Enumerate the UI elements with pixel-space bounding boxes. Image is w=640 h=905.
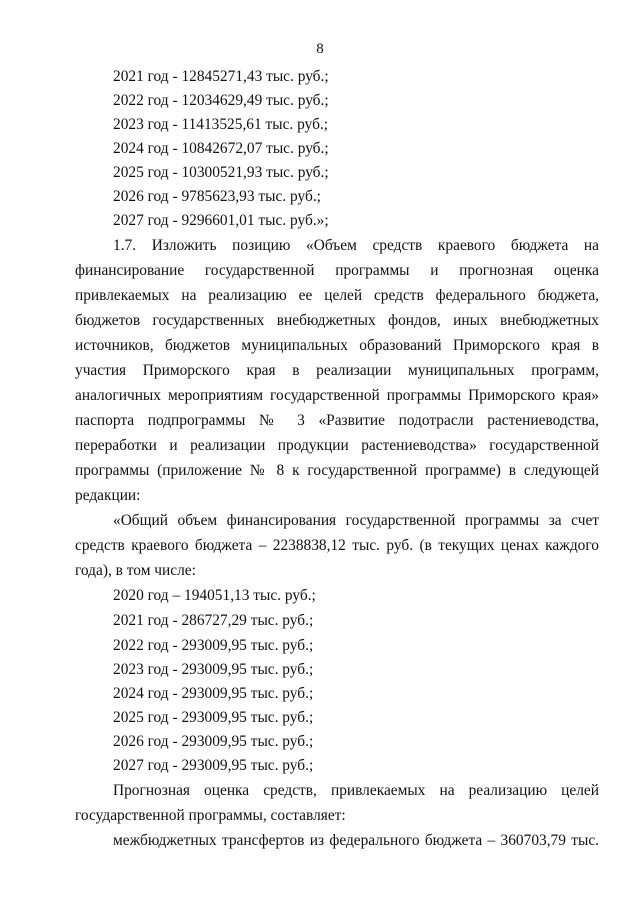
transfer-line: межбюджетных трансфертов из федерального бюджета – 360703,79 тыс. xyxy=(113,832,599,849)
page-number: 8 xyxy=(316,41,324,57)
item-17-line: редакции: xyxy=(75,487,141,504)
year-line: 2021 год - 286727,29 тыс. руб.; xyxy=(113,612,314,629)
year-line: 2024 год - 10842672,07 тыс. руб.; xyxy=(113,140,329,157)
item-17-line: программы (приложение № 8 к государственной программе) в следующей xyxy=(75,462,599,479)
year-line: 2023 год - 11413525,61 тыс. руб.; xyxy=(113,116,329,133)
item-17-line: паспорта подпрограммы № 3 «Развитие подотрасли растениеводства, xyxy=(75,412,599,429)
item-17-line: бюджетов государственных внебюджетных фондов, иных внебюджетных xyxy=(75,312,599,329)
estimate-line: государственной программы, составляет: xyxy=(75,807,346,824)
year-line: 2025 год - 293009,95 тыс. руб.; xyxy=(113,709,314,726)
item-17-line: источников, бюджетов муниципальных образований Приморского края в xyxy=(75,337,599,354)
year-line: 2026 год - 9785623,93 тыс. руб.; xyxy=(113,188,321,205)
year-line: 2022 год - 12034629,49 тыс. руб.; xyxy=(113,92,329,109)
total-line: «Общий объем финансирования государственной программы за счет xyxy=(113,512,599,529)
year-line: 2027 год - 293009,95 тыс. руб.; xyxy=(113,757,314,774)
year-line: 2024 год - 293009,95 тыс. руб.; xyxy=(113,685,314,702)
year-line: 2023 год - 293009,95 тыс. руб.; xyxy=(113,661,314,678)
estimate-line: Прогнозная оценка средств, привлекаемых на реализацию целей xyxy=(113,782,599,799)
year-line: 2026 год - 293009,95 тыс. руб.; xyxy=(113,733,314,750)
year-line: 2020 год – 194051,13 тыс. руб.; xyxy=(113,587,316,604)
year-line: 2027 год - 9296601,01 тыс. руб.»; xyxy=(113,212,329,229)
year-line: 2022 год - 293009,95 тыс. руб.; xyxy=(113,637,314,654)
item-17-line: привлекаемых на реализацию ее целей средств федерального бюджета, xyxy=(75,287,599,304)
total-line: года), в том числе: xyxy=(75,562,196,579)
item-17-line: финансирование государственной программы и прогнозная оценка xyxy=(75,262,599,279)
item-17-line: участия Приморского края в реализации муниципальных программ, xyxy=(75,362,599,379)
total-line: средств краевого бюджета – 2238838,12 тыс. руб. (в текущих ценах каждого xyxy=(75,537,599,554)
item-17-line: аналогичных мероприятиям государственной программы Приморского края» xyxy=(75,387,599,404)
item-17-line: переработки и реализации продукции растениеводства» государственной xyxy=(75,437,599,454)
year-line: 2025 год - 10300521,93 тыс. руб.; xyxy=(113,164,329,181)
item-17-line: 1.7. Изложить позицию «Объем средств краевого бюджета на xyxy=(113,237,599,254)
year-line: 2021 год - 12845271,43 тыс. руб.; xyxy=(113,68,329,85)
